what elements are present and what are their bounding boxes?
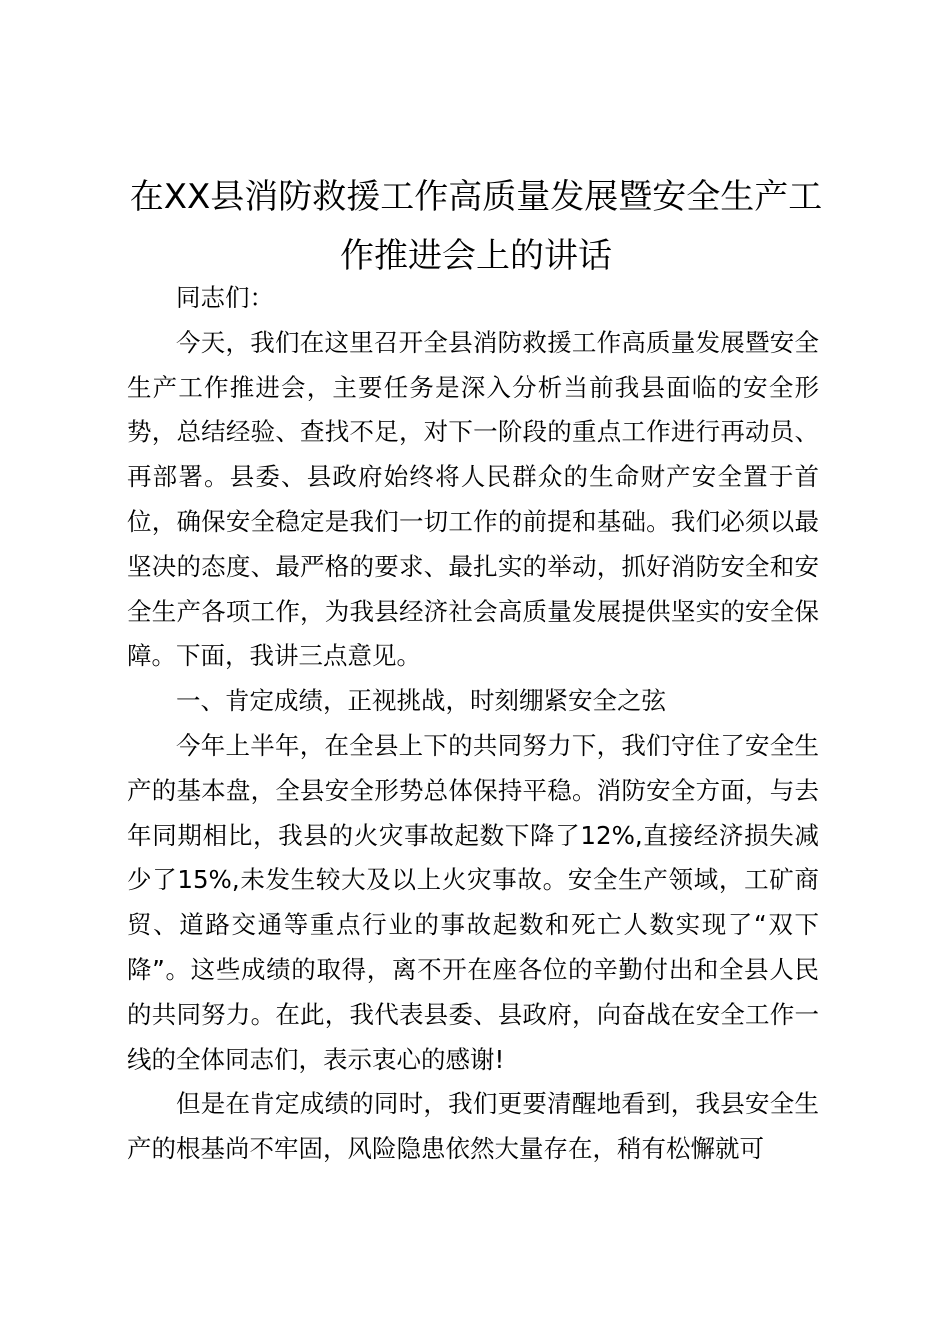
salutation: 同志们：: [176, 283, 274, 312]
section-heading-1: 一、肯定成绩，正视挑战，时刻绷紧安全之弦: [176, 686, 666, 716]
document-title: 在XX县消防救援工作高质量发展暨安全生产工作推进会上的讲话: [129, 177, 823, 276]
paragraph-intro: 今天，我们在这里召开全县消防救援工作高质量发展暨安全生产工作推进会，主要任务是深入分析当前我县面临的安全形势，总结经验、查找不足，对下一阶段的重点工作进行再动员、再部署。县委、县政府始终将人民群众的生命财产安全置于首位，确保安全稳定是我们一切工作的前提和基础。我们必须以最坚决的态度、最严格的要求、最扎实的举动，抓好消防安全和安全生产各项工作，为我县经济社会高质量发展提供坚实的安全保障。下面，我讲三点意见。: [127, 327, 819, 671]
paragraph-challenges: 但是在肯定成绩的同时，我们更要清醒地看到，我县安全生产的根基尚不牢固，风险隐患依然大量存在，稍有松懈就可: [127, 1089, 819, 1164]
paragraph-achievements: 今年上半年，在全县上下的共同努力下，我们守住了安全生产的基本盘，全县安全形势总体保持平稳。消防安全方面，与去年同期相比，我县的火灾事故起数下降了12%,直接经济损失减少了15%,未发生较大及以上火灾事故。安全生产领域，工矿商贸、道路交通等重点行业的事故起数和死亡人数实现了“双下降”。这些成绩的取得，离不开在座各位的辛勤付出和全县人民的共同努力。在此，我代表县委、县政府，向奋战在安全工作一线的全体同志们，表示衷心的感谢!: [127, 730, 819, 1074]
document-body: [127, 276, 819, 1172]
